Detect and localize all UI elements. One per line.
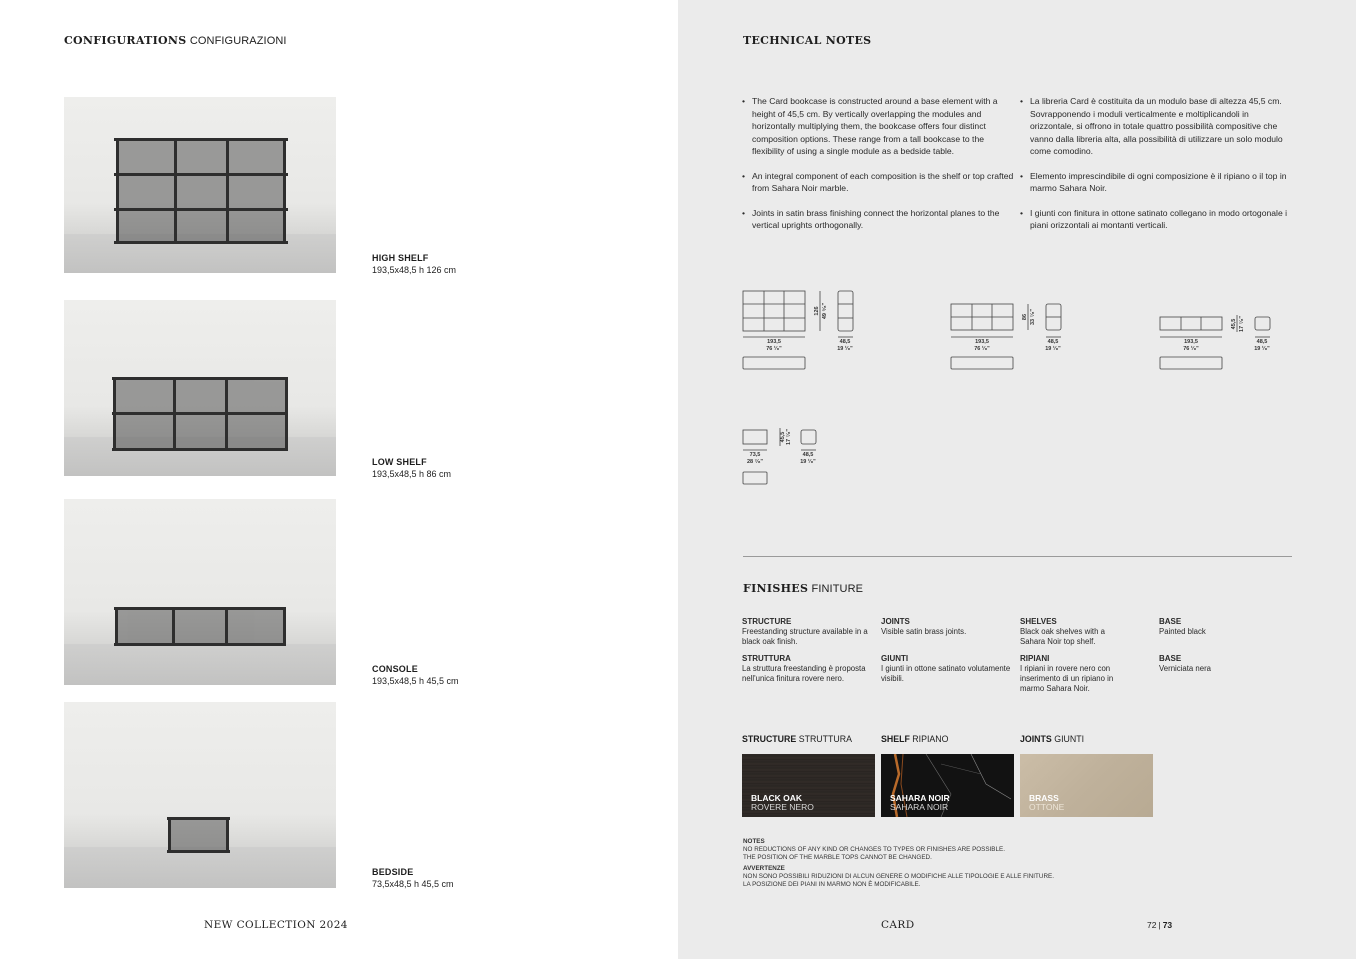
dim-text: 73,5 [749, 452, 761, 458]
section-divider [743, 556, 1292, 557]
finish-heading: STRUCTURE [742, 617, 792, 626]
dim-text: 45,5 [780, 431, 786, 443]
dim-text: 45,5 [1231, 318, 1237, 330]
bedside-drawing [740, 426, 830, 490]
finish-structure [742, 617, 874, 691]
config-dims: 193,5x48,5 h 45,5 cm [372, 676, 459, 686]
notes-line: NON SONO POSSIBILI RIDUZIONI DI ALCUN GENERE O MODIFICHE ALLE TIPOLOGIE E ALLE FINITURE. [743, 872, 1054, 880]
dim-text: 76 ¹⁄₈" [974, 346, 990, 352]
config-dims: 193,5x48,5 h 86 cm [372, 469, 452, 479]
swatch-label-it: RIPIANO [912, 734, 949, 744]
dim-text: 193,5 [767, 339, 781, 345]
page-numbers: 72 | 73 [1147, 920, 1173, 930]
config-name: HIGH SHELF [372, 253, 429, 263]
dim-text: 19 ¹⁄₈" [837, 346, 853, 352]
technical-notes-title [743, 34, 871, 47]
dim-text: 28 ⁷⁄₈" [746, 459, 764, 465]
note-item: • Elemento imprescindibile di ogni composizione è il ripiano o il top in marmo Sahara Noir. [1020, 170, 1292, 195]
finish-text: Freestanding structure available in a black oak finish. [742, 627, 868, 646]
swatch-name [890, 794, 950, 812]
note-item: • La libreria Card è costituita da un modulo base di altezza 45,5 cm. Sovrapponendo i moduli verticalmente e moltiplicandoli in orizzontale, si offrono in totale quattro possibilità compositive che vanno dalla libreria alta, alla possibilità di utilizzare un solo modulo come comodino. [1020, 95, 1292, 158]
dim-text: 19 ¹⁄₈" [1254, 346, 1270, 352]
console-photo [64, 499, 336, 685]
dim-text: 193,5 [975, 339, 989, 345]
swatch-name-it: ROVERE NERO [751, 802, 814, 812]
swatch-name [1029, 794, 1064, 812]
high-shelf-label [372, 252, 456, 276]
dim-text: 48,5 [802, 452, 814, 458]
config-name: CONSOLE [372, 664, 418, 674]
swatch-brass [1020, 754, 1153, 817]
notes-it [1020, 95, 1292, 244]
finishes-title-en: FINISHES [743, 582, 809, 595]
swatch-label-en: STRUCTURE [742, 734, 797, 744]
high-shelf-drawing [740, 287, 860, 377]
left-footer: NEW COLLECTION 2024 [204, 919, 348, 931]
swatch-name [751, 794, 814, 812]
notes-heading-it: AVVERTENZE [743, 864, 785, 872]
dim-text: 193,5 [1184, 339, 1198, 345]
console-label [372, 663, 459, 687]
swatch-label-it: STRUTTURA [798, 734, 852, 744]
finish-heading: SHELVES [1020, 617, 1057, 626]
finish-heading: BASE [1159, 617, 1182, 626]
swatch-black-oak [742, 754, 875, 817]
swatch-label-shelf [881, 734, 948, 744]
swatch-label-joints [1020, 734, 1084, 744]
finish-heading: RIPIANI [1020, 654, 1050, 663]
config-name: BEDSIDE [372, 867, 414, 877]
dim-text: 48,5 [839, 339, 851, 345]
notes-en [742, 95, 1014, 244]
swatch-label-structure [742, 734, 852, 744]
finish-text: Painted black [1159, 627, 1206, 636]
swatch-label-en: SHELF [881, 734, 910, 744]
dim-text: 48,5 [1256, 339, 1268, 345]
finishes-title [743, 582, 863, 595]
finish-shelves [1020, 617, 1120, 701]
config-dims: 193,5x48,5 h 126 cm [372, 265, 457, 275]
right-footer: CARD [881, 919, 915, 931]
finish-heading: BASE [1159, 654, 1182, 663]
dim-text: 19 ¹⁄₈" [1045, 346, 1061, 352]
swatch-sahara-noir [881, 754, 1014, 817]
finish-heading: JOINTS [881, 617, 910, 626]
dim-text: 17 ⁷⁄₈" [1239, 315, 1245, 333]
swatch-name-en: BLACK OAK [751, 793, 802, 803]
finish-heading: GIUNTI [881, 654, 909, 663]
configurations-title [64, 34, 287, 47]
notes-line: THE POSITION OF THE MARBLE TOPS CANNOT BE CHANGED. [743, 854, 932, 862]
disclaimer-notes [743, 838, 1054, 889]
swatch-name-it: SAHARA NOIR [890, 802, 949, 812]
config-dims: 73,5x48,5 h 45,5 cm [372, 879, 454, 889]
low-shelf-drawing [948, 300, 1068, 377]
finish-heading: STRUTTURA [742, 654, 791, 663]
dim-text: 48,5 [1047, 339, 1059, 345]
finish-text: Black oak shelves with a Sahara Noir top shelf. [1020, 627, 1105, 646]
finish-text: La struttura freestanding è proposta nell'unica finitura rovere nero. [742, 664, 866, 683]
bedside-label [372, 866, 454, 890]
swatch-label-it: GIUNTI [1054, 734, 1085, 744]
dim-text: 19 ¹⁄₈" [800, 459, 816, 465]
dim-text: 49 ⁵⁄₈" [822, 302, 828, 320]
dim-text: 126 [814, 306, 820, 316]
finish-base [1159, 617, 1291, 681]
swatch-name-it: OTTONE [1029, 802, 1065, 812]
swatch-label-en: JOINTS [1020, 734, 1052, 744]
config-name: LOW SHELF [372, 457, 427, 467]
dim-text: 76 ¹⁄₈" [1183, 346, 1199, 352]
swatch-name-en: BRASS [1029, 793, 1059, 803]
console-drawing [1157, 313, 1277, 377]
notes-heading-en: NOTES [743, 838, 765, 845]
page-current: 73 [1162, 920, 1173, 930]
dim-text: 33 ⁷⁄₈" [1030, 308, 1036, 326]
configurations-title-en: CONFIGURATIONS [64, 34, 187, 47]
low-shelf-photo [64, 300, 336, 476]
note-item: • Joints in satin brass finishing connect the horizontal planes to the vertical uprights orthogonally. [742, 207, 1014, 232]
high-shelf-photo [64, 97, 336, 273]
finish-text: I giunti in ottone satinato volutamente visibili. [881, 664, 1011, 683]
swatch-name-en: SAHARA NOIR [890, 793, 950, 803]
dim-text: 76 ¹⁄₈" [766, 346, 782, 352]
notes-line: LA POSIZIONE DEI PIANI IN MARMO NON È MODIFICABILE. [743, 881, 921, 889]
technical-notes-title-text: TECHNICAL NOTES [743, 34, 872, 47]
bedside-photo [64, 702, 336, 888]
note-item: • The Card bookcase is constructed around a base element with a height of 45,5 cm. By vertically overlapping the modules and horizontally multiplying them, the bookcase offers four distinct composition options. These range from a tall bookcase to the flexibility of using a single module as a bedside table. [742, 95, 1014, 158]
dim-text: 17 ⁷⁄₈" [786, 428, 792, 446]
notes-line: NO REDUCTIONS OF ANY KIND OR CHANGES TO TYPES OR FINISHES ARE POSSIBLE. [743, 846, 1005, 854]
low-shelf-label [372, 456, 451, 480]
dim-text: 86 [1022, 313, 1028, 321]
finish-joints [881, 617, 1013, 691]
note-item: • I giunti con finitura in ottone satinato collegano in modo ortogonale i piani orizzontali ai montanti verticali. [1020, 207, 1292, 232]
finishes-title-it: FINITURE [811, 583, 864, 595]
note-item: • An integral component of each composition is the shelf or top crafted from Sahara Noir marble. [742, 170, 1014, 195]
configurations-title-it: CONFIGURAZIONI [189, 35, 287, 47]
finish-text: Verniciata nera [1159, 664, 1212, 673]
finish-text: Visible satin brass joints. [881, 627, 967, 636]
finish-text: I ripiani in rovere nero con inserimento di un ripiano in marmo Sahara Noir. [1020, 664, 1114, 693]
page-prev: 72 [1147, 920, 1157, 930]
